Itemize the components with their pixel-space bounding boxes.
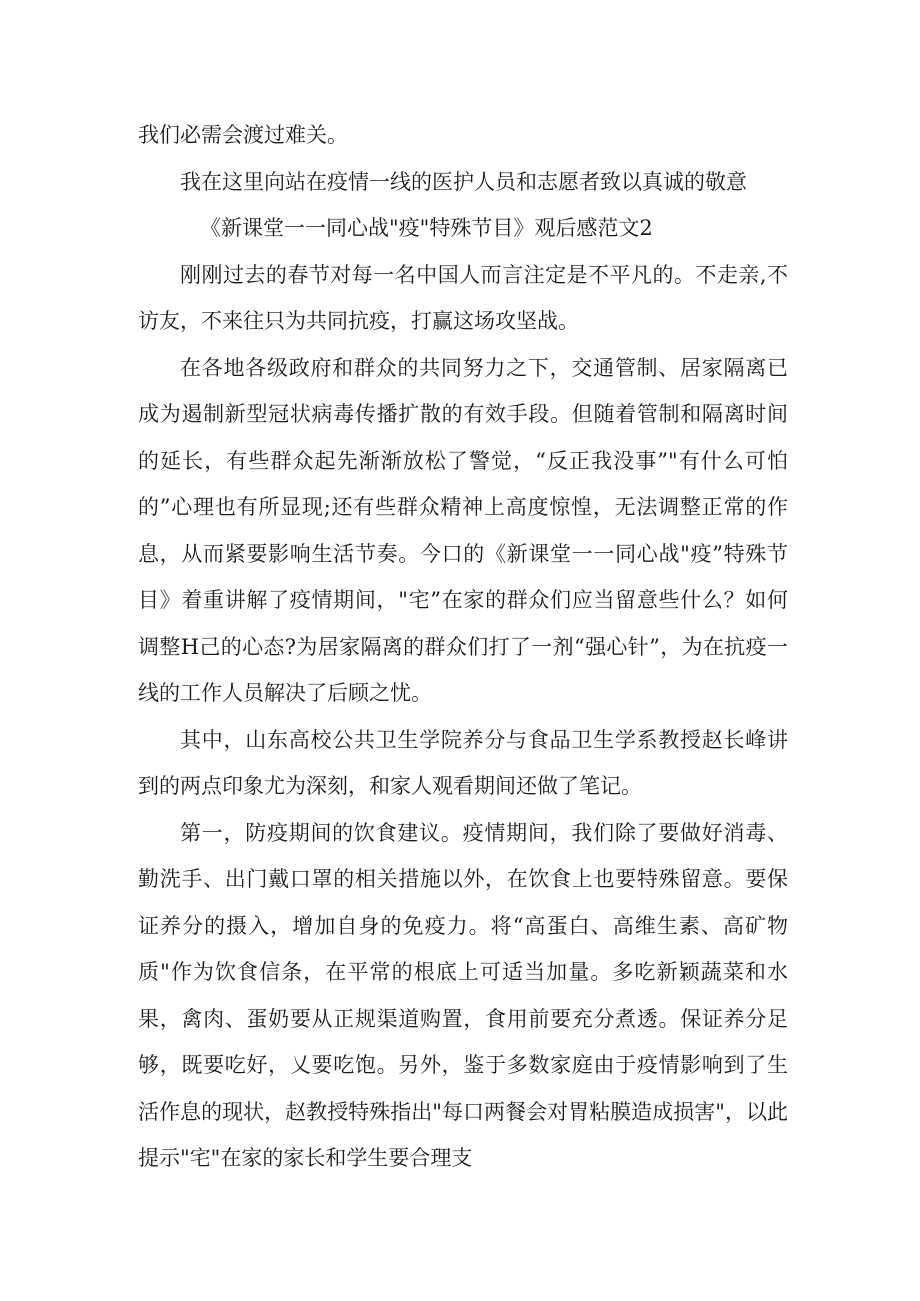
paragraph-tribute: 我在这里向站在疫情一线的医护人员和志愿者致以真诚的敬意 bbox=[180, 169, 747, 194]
document-body bbox=[138, 112, 788, 1182]
paragraph-diet-advice: 第一，防疫期间的饮食建议。疫情期间，我们除了要做好消毒、勤洗手、出门戴口罩的相关措施以外，在饮食上也要特殊留意。要保证养分的摄入，增加自身的免疫力。将“高蛋白、高维生素、高矿物质"作为饮食信条，在平常的根底上可适当加量。多吃新颖蔬菜和水果，禽肉、蛋奶要从正规渠道购置，食用前要充分煮透。保证养分足够，既要吃好，乂要吃饱。另外，鉴于多数家庭由于疫情影响到了生活作息的现状，赵教授特殊指出"每口两餐会对胃粘膜造成损害"，以此提示"宅"在家的家长和学生要合理支 bbox=[138, 820, 788, 1170]
section-title: 《新课堂一一同心战"疫"特殊节目》观后感范文2 bbox=[200, 216, 653, 240]
paragraph-closing-line: 我们必需会渡过难关。 bbox=[138, 123, 348, 147]
paragraph-isolation: 在各地各级政府和群众的共同努力之下，交通管制、居家隔离已成为遏制新型冠状病毒传播扩散的有效手段。但随着管制和隔离时间的延长，有些群众起先渐渐放松了警觉，“反正我没事”"有什么可怕的”心理也有所显现;还有些群众精神上高度惊惶，无法调整正常的作息，从而紧要影响生活节奏。今口的《新课堂一一同心战"疫”特殊节目》着重讲解了疫情期间，"宅”在家的群众们应当留意些什么？如何调整H己的心态?为居家隔离的群众们打了一剂“强心针”，为在抗疫一线的工作人员解决了后顾之忧。 bbox=[138, 355, 788, 705]
paragraph-spring-festival: 刚刚过去的春节对每一名中国人而言注定是不平凡的。不走亲,不访友，不来往只为共同抗疫，打赢这场攻坚战。 bbox=[138, 262, 788, 333]
paragraph-professor: 其中，山东高校公共卫生学院养分与食品卫生学系教授赵长峰讲到的两点印象尤为深刻，和家人观看期间还做了笔记。 bbox=[138, 727, 788, 798]
